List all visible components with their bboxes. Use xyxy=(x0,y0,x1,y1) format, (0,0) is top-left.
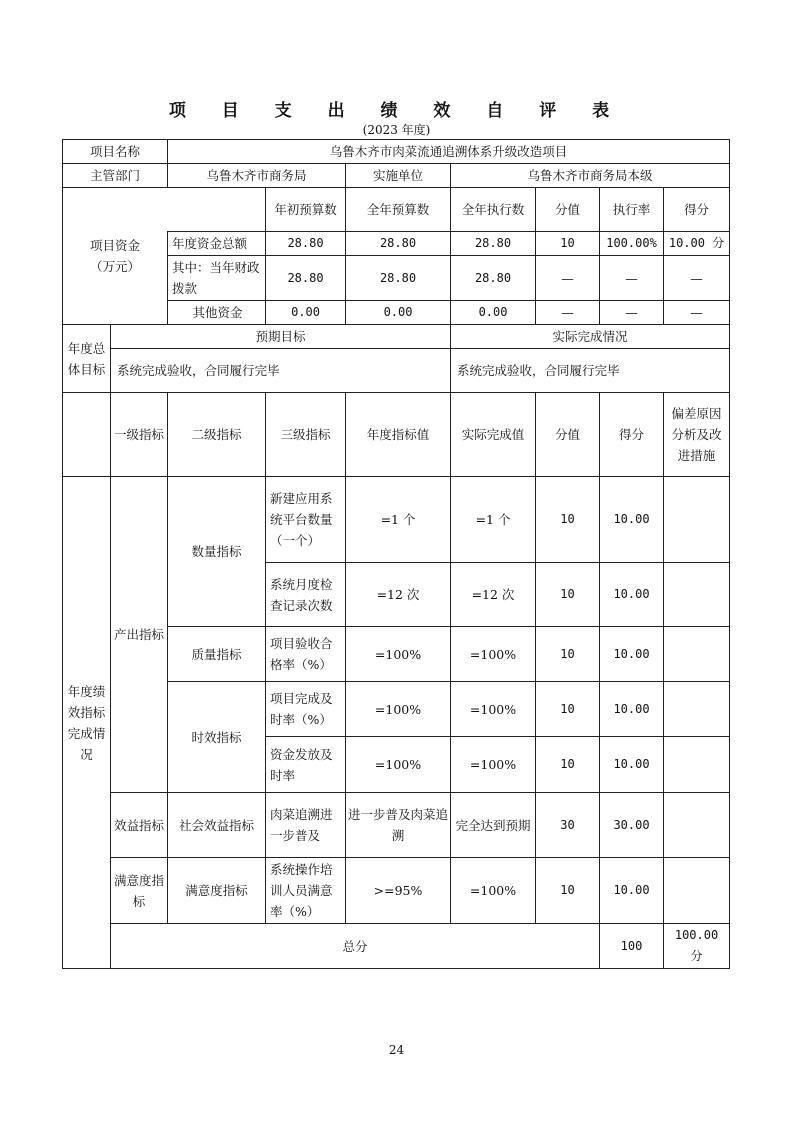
funds-cell: 0.00 xyxy=(266,301,346,325)
got-value: 10.00 xyxy=(600,682,664,737)
funds-cell: — xyxy=(600,256,664,301)
score-value: 10 xyxy=(536,563,600,627)
level2-indicator: 数量指标 xyxy=(168,477,266,627)
goals-actual-header: 实际完成情况 xyxy=(451,325,730,349)
project-name-value: 乌鲁木齐市肉菜流通追溯体系升级改造项目 xyxy=(168,140,730,164)
indicator-header: 三级指标 xyxy=(266,393,346,477)
level3-indicator: 系统月度检查记录次数 xyxy=(266,563,346,627)
deviation-note xyxy=(664,858,730,924)
impl-label: 实施单位 xyxy=(346,164,451,188)
score-value: 10 xyxy=(536,627,600,682)
funds-cell: 28.80 xyxy=(346,256,451,301)
indicator-header: 二级指标 xyxy=(168,393,266,477)
funds-cell: — xyxy=(600,301,664,325)
funds-header: 执行率 xyxy=(600,188,664,232)
indicator-header: 年度指标值 xyxy=(346,393,451,477)
indicator-header: 一级指标 xyxy=(111,393,168,477)
level3-indicator: 资金发放及时率 xyxy=(266,737,346,793)
dept-value: 乌鲁木齐市商务局 xyxy=(168,164,346,188)
got-value: 10.00 xyxy=(600,477,664,563)
funds-cell: 28.80 xyxy=(266,256,346,301)
funds-cell: 28.80 xyxy=(451,232,536,256)
total-got: 100.00 分 xyxy=(664,924,730,969)
got-value: 10.00 xyxy=(600,737,664,793)
indicator-header: 偏差原因分析及改进措施 xyxy=(664,393,730,477)
deviation-note xyxy=(664,737,730,793)
funds-row-name: 其他资金 xyxy=(168,301,266,325)
indicator-header: 分值 xyxy=(536,393,600,477)
level1-indicator: 产出指标 xyxy=(111,477,168,793)
funds-cell: 0.00 xyxy=(346,301,451,325)
funds-cell: 28.80 xyxy=(451,256,536,301)
funds-cell: 28.80 xyxy=(346,232,451,256)
row-indicator-header xyxy=(63,393,730,477)
page-number: 24 xyxy=(388,1043,405,1057)
goals-expected: 系统完成验收，合同履行完毕 xyxy=(111,349,451,393)
indicator-header-blank xyxy=(63,393,111,477)
row-dept xyxy=(63,164,730,188)
got-value: 30.00 xyxy=(600,793,664,858)
score-value: 10 xyxy=(536,858,600,924)
deviation-note xyxy=(664,477,730,563)
indicator-section-label: 年度绩效指标完成情况 xyxy=(63,477,111,969)
actual-value: =100% xyxy=(451,858,536,924)
row-project-name xyxy=(63,140,730,164)
goals-label: 年度总体目标 xyxy=(63,325,111,393)
actual-value: =12 次 xyxy=(451,563,536,627)
goals-actual: 系统完成验收，合同履行完毕 xyxy=(451,349,730,393)
level2-indicator: 质量指标 xyxy=(168,627,266,682)
target-value: 进一步普及肉菜追溯 xyxy=(346,793,451,858)
goals-expected-header: 预期目标 xyxy=(111,325,451,349)
indicator-header: 实际完成值 xyxy=(451,393,536,477)
table-row xyxy=(63,793,730,858)
actual-value: 完全达到预期 xyxy=(451,793,536,858)
impl-value: 乌鲁木齐市商务局本级 xyxy=(451,164,730,188)
row-total xyxy=(63,924,730,969)
deviation-note xyxy=(664,793,730,858)
funds-cell: — xyxy=(536,301,600,325)
level3-indicator: 项目完成及时率（%） xyxy=(266,682,346,737)
deviation-note xyxy=(664,563,730,627)
funds-cell: — xyxy=(536,256,600,301)
level2-indicator: 时效指标 xyxy=(168,682,266,793)
deviation-note xyxy=(664,627,730,682)
funds-header-blank xyxy=(168,188,266,232)
score-value: 10 xyxy=(536,477,600,563)
funds-cell: 0.00 xyxy=(451,301,536,325)
level3-indicator: 新建应用系统平台数量（一个） xyxy=(266,477,346,563)
got-value: 10.00 xyxy=(600,858,664,924)
indicator-header: 得分 xyxy=(600,393,664,477)
funds-cell: 10 xyxy=(536,232,600,256)
funds-row-name: 年度资金总额 xyxy=(168,232,266,256)
target-value: =100% xyxy=(346,682,451,737)
level1-indicator: 满意度指标 xyxy=(111,858,168,924)
got-value: 10.00 xyxy=(600,563,664,627)
got-value: 10.00 xyxy=(600,627,664,682)
level3-indicator: 肉菜追溯进一步普及 xyxy=(266,793,346,858)
funds-header: 全年执行数 xyxy=(451,188,536,232)
funds-cell: 10.00 分 xyxy=(664,232,730,256)
deviation-note xyxy=(664,682,730,737)
target-value: =12 次 xyxy=(346,563,451,627)
funds-cell: 100.00% xyxy=(600,232,664,256)
score-value: 10 xyxy=(536,682,600,737)
funds-header: 分值 xyxy=(536,188,600,232)
score-value: 10 xyxy=(536,737,600,793)
funds-label: 项目资金 （万元） xyxy=(63,188,168,325)
target-value: =100% xyxy=(346,627,451,682)
funds-row-name: 其中：当年财政拨款 xyxy=(168,256,266,301)
page-subtitle: (2023 年度) xyxy=(362,123,431,137)
target-value: >=95% xyxy=(346,858,451,924)
table-row xyxy=(63,477,730,563)
funds-cell: — xyxy=(664,256,730,301)
row-goals-content xyxy=(63,349,730,393)
dept-label: 主管部门 xyxy=(63,164,168,188)
level3-indicator: 系统操作培训人员满意率（%） xyxy=(266,858,346,924)
target-value: =1 个 xyxy=(346,477,451,563)
funds-cell: — xyxy=(664,301,730,325)
level3-indicator: 项目验收合格率（%） xyxy=(266,627,346,682)
funds-header: 得分 xyxy=(664,188,730,232)
page-title: 项 目 支 出 绩 效 自 评 表 xyxy=(168,101,625,121)
funds-header: 全年预算数 xyxy=(346,188,451,232)
total-score: 100 xyxy=(600,924,664,969)
level1-indicator: 效益指标 xyxy=(111,793,168,858)
level2-indicator: 社会效益指标 xyxy=(168,793,266,858)
funds-cell: 28.80 xyxy=(266,232,346,256)
funds-header: 年初预算数 xyxy=(266,188,346,232)
score-value: 30 xyxy=(536,793,600,858)
total-label: 总分 xyxy=(111,924,600,969)
target-value: =100% xyxy=(346,737,451,793)
row-funds-header xyxy=(63,188,730,232)
actual-value: =100% xyxy=(451,627,536,682)
actual-value: =1 个 xyxy=(451,477,536,563)
row-goals-header xyxy=(63,325,730,349)
project-name-label: 项目名称 xyxy=(63,140,168,164)
performance-table xyxy=(62,139,730,969)
actual-value: =100% xyxy=(451,682,536,737)
level2-indicator: 满意度指标 xyxy=(168,858,266,924)
actual-value: =100% xyxy=(451,737,536,793)
table-row xyxy=(63,858,730,924)
